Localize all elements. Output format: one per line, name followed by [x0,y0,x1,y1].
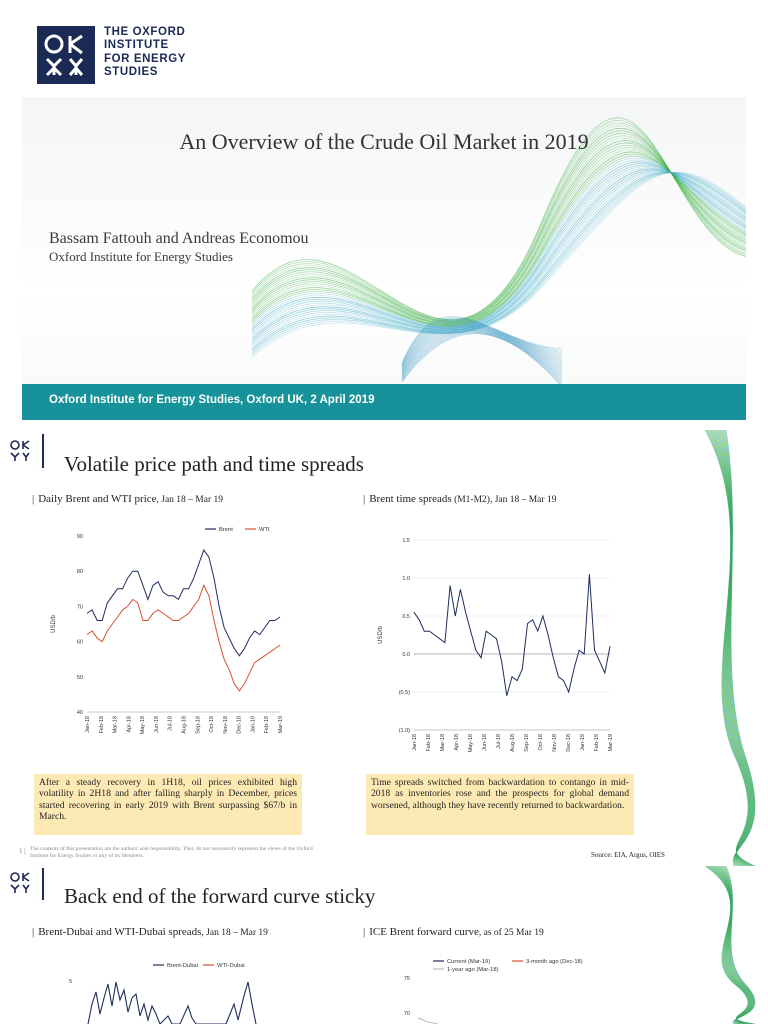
x-tick-label: Jan-18 [412,734,418,751]
x-tick-label: Mar-18 [112,716,119,734]
x-tick-label: Sep-18 [195,716,202,734]
x-tick-label: Feb-18 [426,734,432,752]
legend-label: 1-year ago (Mar-18) [447,967,499,973]
x-tick-label: Jan-19 [580,734,586,751]
cover-footer-text: Oxford Institute for Energy Studies, Oxford UK, 2 April 2019 [49,394,375,406]
x-tick-label: Jun-18 [153,716,160,733]
legend-label: Brent-Dubai [167,963,198,969]
logo-line: INSTITUTE [104,39,169,52]
x-tick-label: Mar-19 [608,734,614,752]
series-line [414,574,610,696]
oies-logo-text [104,26,186,80]
x-tick-label: Jul-18 [496,734,502,749]
legend-label: Brent [219,527,233,533]
y-tick-label: (0.5) [398,690,410,696]
ribbon-line [716,430,752,866]
slide-price-path [0,430,768,866]
x-tick-label: Apr-18 [126,716,133,733]
x-tick-label: Aug-18 [510,734,516,752]
y-tick-label: 1.5 [402,538,410,544]
y-tick-label: 5 [68,979,72,985]
ribbon-line [714,866,751,1024]
ribbon-decoration [695,430,768,866]
disclaimer: The contents of this presentation are the authors' sole responsibility. They do not necessarily represent the views of the Oxford Institute for Energy Studies or any of its Members. [30,846,313,859]
x-tick-label: Jul-18 [167,716,174,731]
x-tick-label: Mar-18 [440,734,446,752]
x-tick-label: Oct-18 [209,716,216,733]
legend-label: WTI-Dubai [217,963,245,969]
cover-institution: Oxford Institute for Energy Studies [49,249,233,264]
brent-time-spread-chart [368,530,618,762]
wave-line [252,172,746,351]
left-chart-heading [32,926,268,938]
x-tick-label: Feb-19 [594,734,600,752]
page-number-text: 1 [19,847,23,855]
x-tick-label: Mar-19 [278,716,284,734]
right-heading-range: , as of 25 Mar 19 [478,928,544,938]
legend-label: WTI [259,527,270,533]
x-tick-label: Jan-18 [85,716,91,733]
title-divider [42,434,44,468]
y-tick-label: 70 [403,1011,410,1017]
wave-line [252,172,746,355]
cover-footer-bar [22,384,746,420]
logo-icon [37,26,95,84]
y-tick-label: 1.0 [402,576,410,582]
left-chart-heading [32,493,223,505]
x-tick-label: Aug-18 [181,716,188,734]
y-tick-label: (1.0) [398,728,410,734]
x-tick-label: May-18 [140,716,147,735]
left-heading-range: , Jan 18 – Mar 19 [201,928,268,938]
brent-dubai-spread-chart [40,954,300,1024]
logo-line: FOR ENERGY [104,52,187,65]
mini-logo-icon [8,438,34,464]
wave-line [252,172,746,349]
series-line [87,550,280,656]
ribbon-line [718,430,752,866]
y-tick-label: 0.5 [402,614,410,620]
ribbon-line [715,430,751,866]
left-heading-text: Daily Brent and WTI price [38,493,157,505]
cover-authors: Bassam Fattouh and Andreas Economou [49,230,309,247]
x-tick-label: Jan-19 [250,716,257,733]
ribbon-decoration [695,866,768,1024]
y-tick-label: 75 [403,976,410,982]
oies-logo-mark [37,26,95,84]
logo-line: STUDIES [104,66,159,79]
slide-forward-curve [0,866,768,1024]
left-heading-range: , Jan 18 – Mar 19 [156,495,224,505]
ribbon-line [717,430,752,866]
x-tick-label: Dec-18 [566,734,572,752]
cover-title: An Overview of the Crude Oil Market in 2019 [179,129,589,154]
x-tick-label: Feb-18 [98,716,105,734]
ribbon-line [718,866,752,1024]
x-tick-label: Feb-19 [264,716,271,734]
heading-marker: | [32,493,35,505]
x-tick-label: Apr-18 [454,734,460,751]
ribbon-line [716,866,752,1024]
legend-label: Current (Mar-19) [447,959,491,965]
y-tick-label: 50 [76,674,83,681]
right-chart-heading [363,493,556,505]
slide-title: Back end of the forward curve sticky [64,884,376,908]
left-note: After a steady recovery in 1H18, oil prices exhibited high volatility in 2H18 and after falling sharply in December, prices started recovering in early 2019 with Brent surpassing $67/b in March. [34,774,302,835]
x-tick-label: May-18 [468,734,474,753]
series-line [88,982,256,1024]
series-line [87,585,280,691]
ribbon-line [717,866,752,1024]
left-heading-text: Brent-Dubai and WTI-Dubai spreads [38,926,202,938]
right-heading-text: ICE Brent forward curve [369,926,479,938]
heading-marker: | [32,926,35,938]
right-note: Time spreads switched from backwardation to contango in mid-2018 as inventories rose and the prospects for global demand worsened, although they have recently returned to backwardation. [366,774,634,835]
x-tick-label: Dec-18 [236,716,243,734]
wave-line [252,136,746,323]
mini-logo-icon [8,870,34,896]
x-tick-label: Oct-18 [538,734,544,751]
y-tick-label: 40 [76,710,83,716]
x-tick-label: Nov-18 [552,734,558,752]
heading-marker: | [363,493,366,505]
series-line [418,1018,438,1024]
logo-line: THE OXFORD [104,26,186,38]
cover-slide [22,97,746,420]
source-note: Source: EIA, Argus, OIES [591,851,665,859]
right-heading-range: (M1-M2), Jan 18 – Mar 19 [451,495,557,505]
x-tick-label: Jun-18 [482,734,488,751]
page-number: 1 | [19,847,26,855]
wave-line [252,128,746,321]
heading-marker: | [363,926,366,938]
legend-label: 3-month ago (Dec-18) [526,959,583,965]
title-divider [42,868,44,900]
brent-wti-price-chart [40,518,300,758]
brent-forward-curve-chart [368,954,618,1024]
right-heading-text: Brent time spreads [369,493,452,505]
y-tick-label: 0.0 [402,652,410,658]
right-chart-heading [363,926,544,938]
y-tick-label: 70 [76,604,83,611]
y-axis-label: USD/b [378,626,384,644]
ribbon-line [715,866,751,1024]
slide-title: Volatile price path and time spreads [64,452,364,476]
y-tick-label: 90 [76,534,83,540]
y-axis-label: USD/b [51,615,57,633]
wave-line [252,131,746,322]
y-tick-label: 80 [76,569,83,576]
y-tick-label: 60 [76,639,83,646]
x-tick-label: Nov-18 [222,716,229,734]
ribbon-line [714,430,751,866]
x-tick-label: Sep-18 [524,734,530,752]
